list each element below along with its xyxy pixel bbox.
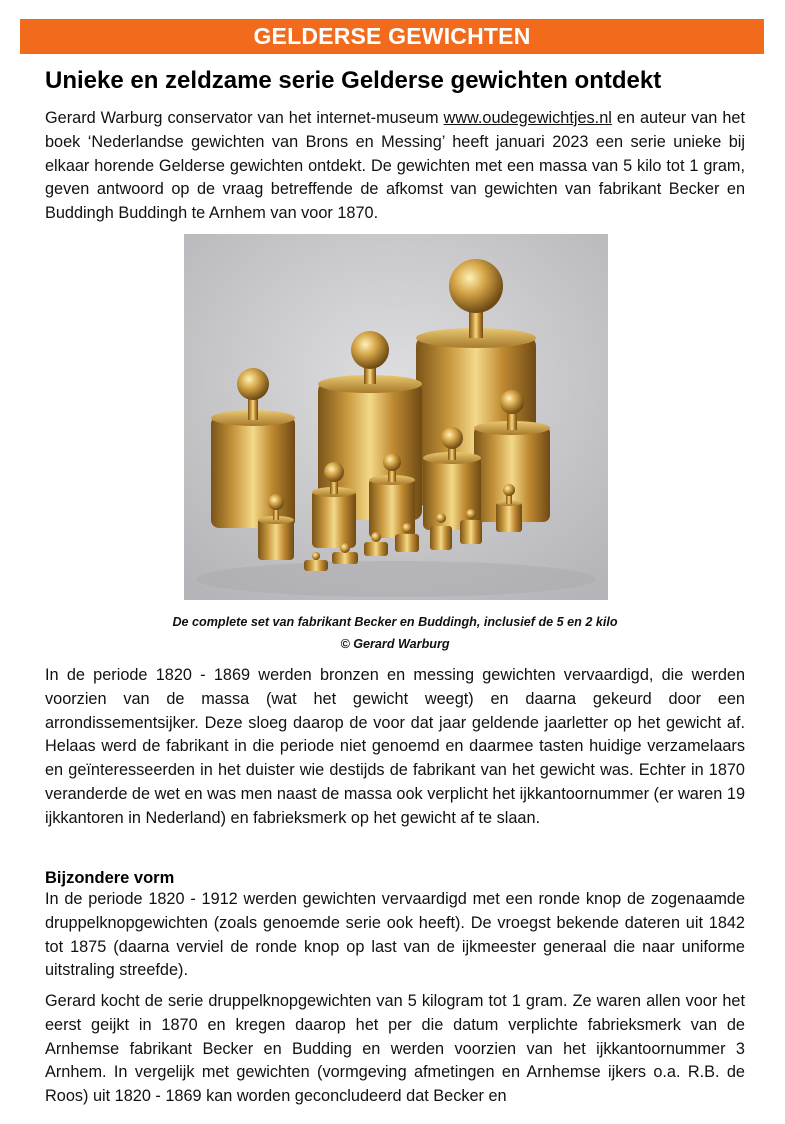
museum-link[interactable]: www.oudegewichtjes.nl <box>443 109 612 127</box>
intro-text-after: en auteur van het boek ‘Nederlandse gewichten van Brons en Messing’ heeft januari 2023 een serie unieke bij elkaar horende Gelderse gewichten ontdekt. De gewichten met een massa van 5 kilo tot 1 gram, geven antwoord op de vraag betreffende de afkomst van gewichten van fabrikant Becker en Buddingh Buddingh te Arnhem van voor 1870. <box>45 109 745 223</box>
subheading-bijzondere-vorm: Bijzondere vorm <box>45 869 175 887</box>
paragraph-periode: In de periode 1820 - 1869 werden bronzen en messing gewichten vervaardigd, die werden voorzien van de massa (wat het gewicht weegt) en daarna gekeurd door een arrondissementsijker. Deze sloeg daarop de voor dat jaar geldende jaarletter op het gewicht af. Helaas werd de fabrikant in die periode niet genoemd en daarmee tasten huidige verzamelaars en geïnteresseerden in het duister wie destijds de fabrikant van het gewicht was. Echter in 1870 veranderde de wet en was men naast de massa ook verplicht het ijkkantoornummer (er waren 19 ijkkantoren in Nederland) en fabrieksmerk op het gewicht af te slaan. <box>45 666 745 827</box>
photo-caption: De complete set van fabrikant Becker en Buddingh, inclusief de 5 en 2 kilo <box>172 615 618 629</box>
intro-text-before: Gerard Warburg conservator van het internet-museum <box>45 109 444 127</box>
section-banner: GELDERSE GEWICHTEN <box>20 19 764 54</box>
article-headline: Unieke en zeldzame serie Gelderse gewichten ontdekt <box>45 67 662 94</box>
paragraph-serie: Gerard kocht de serie druppelknopgewichten van 5 kilogram tot 1 gram. Ze waren allen voor het eerst geijkt in 1870 en kregen daarop het per die datum verplichte fabrieksmerk van de Arnhemse fabrikant Becker en Budding en werden voorzien van het ijkkantoornummer 3 Arnhem. In vergelijk met gewichten (vormgeving afmetingen en Arnhemse ijkers o.a. R.B. de Roos) uit 1820 - 1869 kan worden geconcludeerd dat Becker en <box>45 992 745 1106</box>
photo-credit: © Gerard Warburg <box>340 637 450 651</box>
intro-paragraph <box>45 107 745 226</box>
brass-weights-photo <box>184 234 608 600</box>
paragraph-vorm: In de periode 1820 - 1912 werden gewichten vervaardigd met een ronde knop de zogenaamde druppelknopgewichten (zoals genoemde serie ook heeft). De vroegst bekende dateren uit 1842 tot 1875 (daarna verviel de ronde knop op last van de ijkmeester generaal die naar uniforme uitstraling streefde). <box>45 890 745 980</box>
